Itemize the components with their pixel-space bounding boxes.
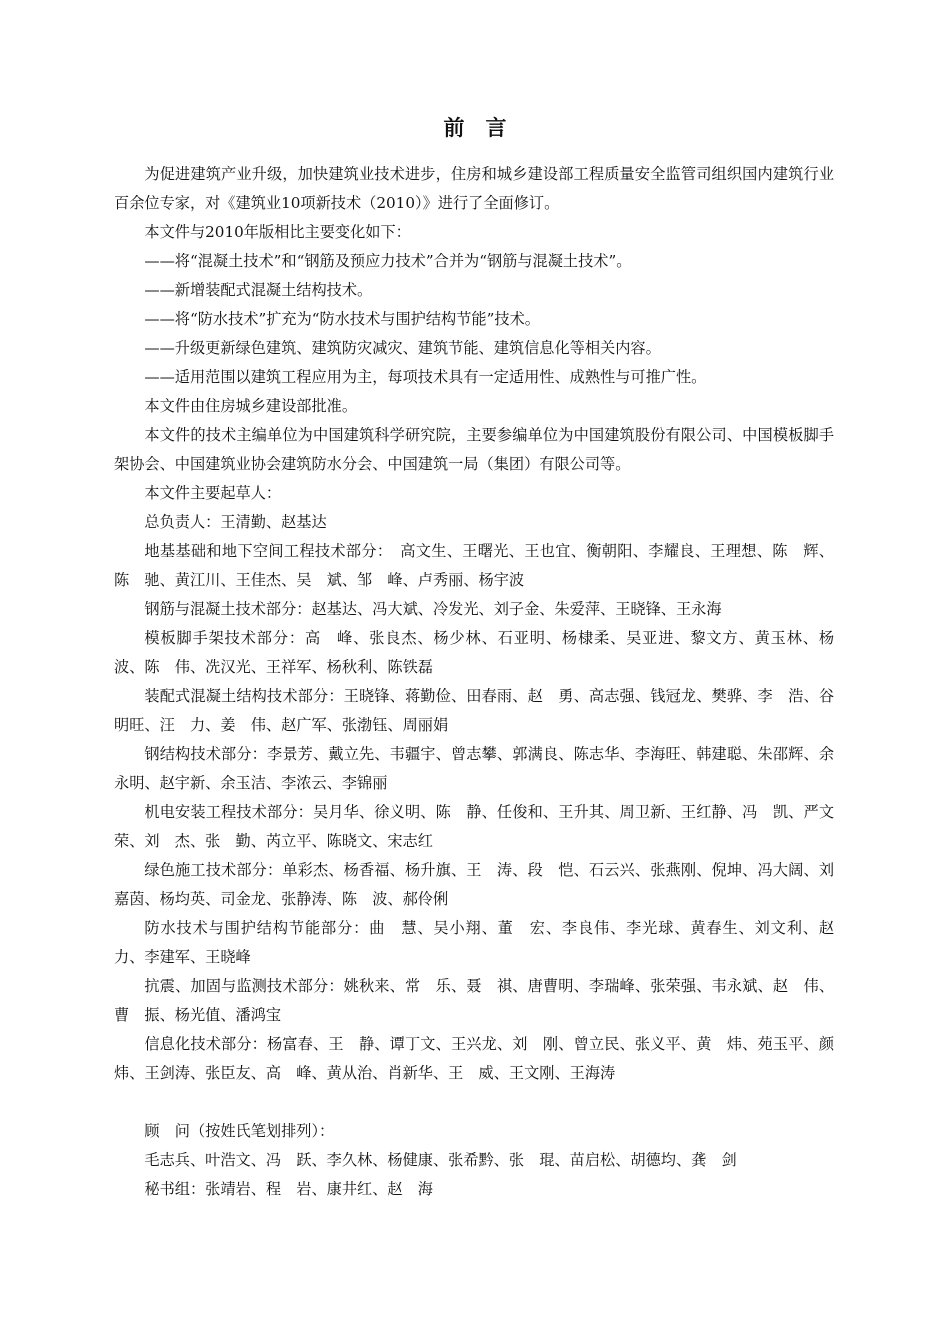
drafters-rebar-concrete: 钢筋与混凝土技术部分：赵基达、冯大斌、冷发光、刘子金、朱爱萍、王晓锋、王永海	[144, 600, 722, 618]
drafters-prefab-concrete: 装配式混凝土结构技术部分：王晓锋、蒋勤俭、田春雨、赵 勇、高志强、钱冠龙、樊骅、李 浩、谷明旺、汪 力、姜 伟、赵广军、张渤钰、周丽娟	[114, 687, 834, 734]
secretariat: 秘书组：张靖岩、程 岩、康井红、赵 海	[144, 1180, 433, 1198]
drafters-steel-structure: 钢结构技术部分：李景芳、戴立先、韦疆宇、曾志攀、郭满良、陈志华、李海旺、韩建聪、朱邵辉、余永明、赵宇新、余玉洁、李浓云、李锦丽	[114, 745, 834, 792]
preface-body	[114, 160, 850, 1204]
drafters-informatization: 信息化技术部分：杨富春、王 静、谭丁文、王兴龙、刘 刚、曾立民、张义平、黄 炜、苑玉平、颜 炜、王剑涛、张臣友、高 峰、黄从治、肖新华、王 威、王文刚、王海涛	[114, 1035, 850, 1082]
change-item-4: ——升级更新绿色建筑、建筑防灾减灾、建筑节能、建筑信息化等相关内容。	[144, 339, 661, 357]
change-item-2: ——新增装配式混凝土结构技术。	[144, 281, 373, 299]
change-item-5: ——适用范围以建筑工程应用为主，每项技术具有一定适用性、成熟性与可推广性。	[144, 368, 707, 386]
change-item-1: ——将“混凝土技术”和“钢筋及预应力技术”合并为“钢筋与混凝土技术”。	[144, 252, 632, 270]
intro-paragraph: 为促进建筑产业升级，加快建筑业技术进步，住房和城乡建设部工程质量安全监管司组织国内建筑行业百余位专家，对《建筑业10项新技术（2010）》进行了全面修订。	[114, 165, 834, 212]
changes-heading: 本文件与2010年版相比主要变化如下：	[144, 223, 411, 241]
drafters-waterproofing: 防水技术与围护结构节能部分：曲 慧、吴小翔、董 宏、李良伟、李光球、黄春生、刘文利、赵 力、李建军、王晓峰	[114, 919, 850, 966]
chief-responsible: 总负责人：王清勤、赵基达	[144, 513, 327, 531]
change-item-3: ——将“防水技术”扩充为“防水技术与围护结构节能”技术。	[144, 310, 540, 328]
approval-paragraph: 本文件由住房城乡建设部批准。	[144, 397, 358, 415]
drafters-heading: 本文件主要起草人：	[144, 484, 282, 502]
drafters-mep: 机电安装工程技术部分：吴月华、徐义明、陈 静、任俊和、王升其、周卫新、王红静、冯 凯、严文荣、刘 杰、张 勤、芮立平、陈晓文、宋志红	[114, 803, 834, 850]
drafters-foundation: 地基基础和地下空间工程技术部分： 高文生、王曙光、王也宜、衡朝阳、李耀良、王理想、陈 辉、陈 驰、黄江川、王佳杰、吴 斌、邹 峰、卢秀丽、杨宇波	[114, 542, 834, 589]
editor-units-paragraph: 本文件的技术主编单位为中国建筑科学研究院，主要参编单位为中国建筑股份有限公司、中国模板脚手架协会、中国建筑业协会建筑防水分会、中国建筑一局（集团）有限公司等。	[114, 426, 834, 473]
drafters-green-construction: 绿色施工技术部分：单彩杰、杨香福、杨升旗、王 涛、段 恺、石云兴、张燕刚、倪坤、冯大阔、刘嘉茵、杨均英、司金龙、张静涛、陈 波、郝伶俐	[114, 861, 834, 908]
page-title: 前 言	[443, 115, 507, 140]
advisors-heading: 顾 问（按姓氏笔划排列）：	[144, 1122, 335, 1140]
drafters-formwork: 模板脚手架技术部分：高 峰、张良杰、杨少林、石亚明、杨棣柔、吴亚进、黎文方、黄玉林、杨 波、陈 伟、冼汉光、王祥军、杨秋利、陈铁磊	[114, 629, 850, 676]
advisors-list: 毛志兵、叶浩文、冯 跃、李久林、杨健康、张希黔、张 琨、苗启松、胡德均、龚 剑	[144, 1151, 737, 1169]
drafters-seismic: 抗震、加固与监测技术部分：姚秋来、常 乐、聂 祺、唐曹明、李瑞峰、张荣强、韦永斌、赵 伟、曹 振、杨光值、潘鸿宝	[114, 977, 834, 1024]
